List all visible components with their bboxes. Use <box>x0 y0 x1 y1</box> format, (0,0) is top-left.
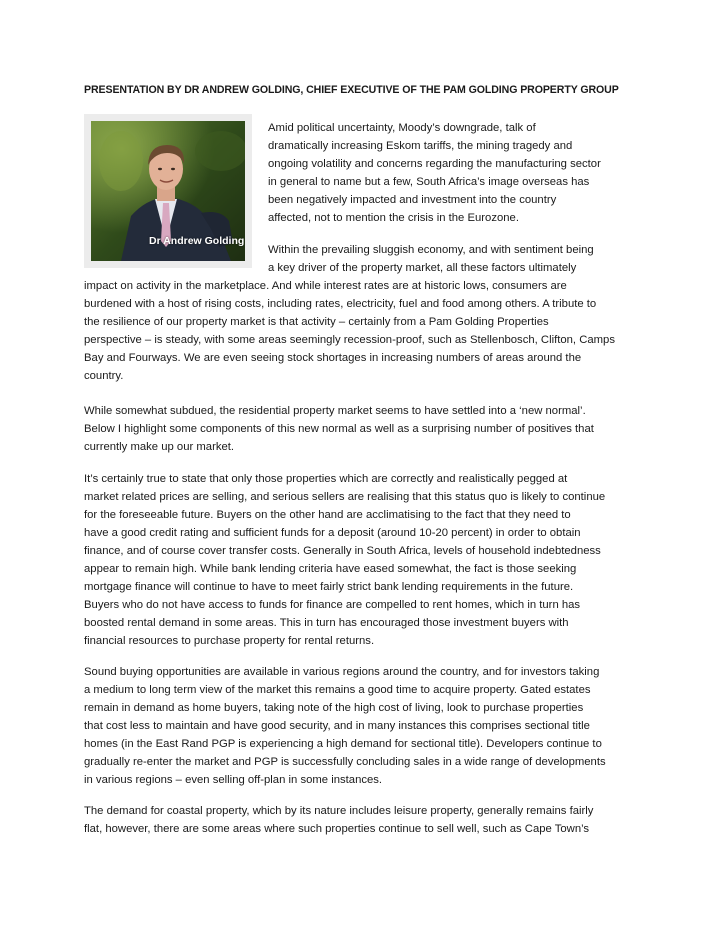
text-line: affected, not to mention the crisis in the Eurozone. <box>268 212 519 224</box>
text-line: a medium to long term view of the market this remains a good time to acquire property. Gated estates <box>84 684 591 696</box>
text-line: Within the prevailing sluggish economy, and with sentiment being <box>268 244 594 256</box>
text-line: financial resources to purchase property for rental returns. <box>84 635 375 647</box>
text-line: for the foreseeable future. Buyers on the other hand are acclimatising to the fact that they need to <box>84 509 571 521</box>
text-line: burdened with a host of rising costs, including rates, electricity, fuel and food among others. A tribute to <box>84 298 597 310</box>
document-heading: PRESENTATION BY DR ANDREW GOLDING, CHIEF EXECUTIVE OF THE PAM GOLDING PROPERTY GROUP <box>84 84 619 96</box>
text-line: Buyers who do not have access to funds for finance are compelled to rent homes, which in turn has <box>84 599 581 611</box>
text-line: that cost less to maintain and have good security, and in many instances this comprises sectional title <box>84 720 590 732</box>
text-line: been negatively impacted and investment into the country <box>268 194 557 206</box>
text-line: Sound buying opportunities are available in various regions around the country, and for investors taking <box>84 666 600 678</box>
paragraph-4 <box>84 470 636 650</box>
text-line: flat, however, there are some areas where such properties continue to sell well, such as Cape Town’s <box>84 823 590 835</box>
text-line: appear to remain high. While bank lending criteria have eased somewhat, the fact is those seeking <box>84 563 577 575</box>
text-line: perspective – is steady, with some areas seemingly recession-proof, such as Stellenbosch, Clifton, Camps <box>84 334 615 346</box>
portrait-photo <box>91 121 245 261</box>
text-line: have a good credit rating and sufficient funds for a deposit (around 10-20 percent) in order to obtain <box>84 527 581 539</box>
text-line: Amid political uncertainty, Moody’s downgrade, talk of <box>268 122 536 134</box>
text-line: a key driver of the property market, all these factors ultimately <box>268 262 577 274</box>
text-line: currently make up our market. <box>84 441 235 453</box>
paragraph-6 <box>84 802 636 838</box>
text-line: impact on activity in the marketplace. And while interest rates are at historic lows, consumers are <box>84 280 567 292</box>
paragraph-1 <box>268 119 638 227</box>
text-line: the resilience of our property market is that activity – certainly from a Pam Golding Properties <box>84 316 549 328</box>
paragraph-2-start <box>268 241 638 277</box>
text-line: It’s certainly true to state that only those properties which are correctly and realistically pegged at <box>84 473 568 485</box>
text-line: mortgage finance will continue to have to meet fairly strict bank lending requirements in the future. <box>84 581 574 593</box>
text-line: Below I highlight some components of this new normal as well as a surprising number of positives that <box>84 423 594 435</box>
text-line: dramatically increasing Eskom tariffs, the mining tragedy and <box>268 140 573 152</box>
photo-caption: Dr Andrew Golding <box>149 235 245 247</box>
text-line: country. <box>84 370 124 382</box>
text-line: The demand for coastal property, which by its nature includes leisure property, generally remains fairly <box>84 805 594 817</box>
text-line: market related prices are selling, and serious sellers are realising that this status quo is likely to continue <box>84 491 606 503</box>
text-line: in general to name but a few, South Africa’s image overseas has <box>268 176 590 188</box>
paragraph-2-continued <box>84 277 636 385</box>
text-line: homes (in the East Rand PGP is experiencing a high demand for sectional title). Developers continue to <box>84 738 602 750</box>
text-line: in various regions – even selling off-plan in some instances. <box>84 774 383 786</box>
text-line: gradually re-enter the market and PGP is successfully concluding sales in a wide range of developments <box>84 756 606 768</box>
portrait-photo-frame <box>84 114 252 268</box>
text-line: boosted rental demand in some areas. This in turn has encouraged those investment buyers with <box>84 617 569 629</box>
text-line: finance, and of course cover transfer costs. Generally in South Africa, levels of household indebtedness <box>84 545 601 557</box>
text-line: ongoing volatility and concerns regarding the manufacturing sector <box>268 158 601 170</box>
text-line: Bay and Fourways. We are even seeing stock shortages in increasing numbers of areas around the <box>84 352 582 364</box>
paragraph-3 <box>84 402 636 456</box>
text-line: While somewhat subdued, the residential property market seems to have settled into a ‘new normal’. <box>84 405 586 417</box>
paragraph-5 <box>84 663 636 789</box>
text-line: remain in demand as home buyers, taking note of the high cost of living, look to purchase properties <box>84 702 584 714</box>
